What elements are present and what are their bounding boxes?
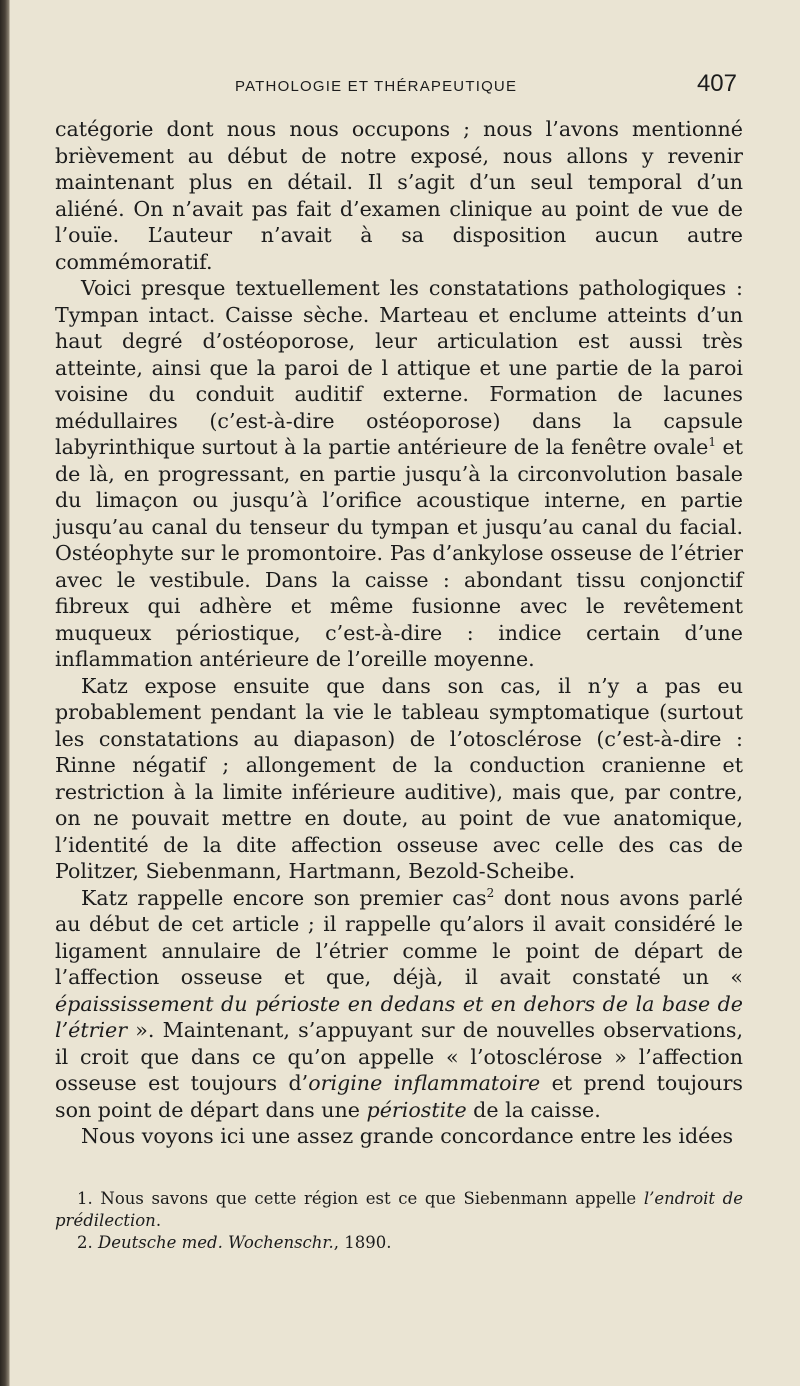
footnote-1 — [55, 1188, 743, 1232]
paragraph-4-emphasis-2: origine inflammatoire — [308, 1071, 541, 1095]
book-binding-edge — [0, 0, 10, 1386]
paragraph-2-part-a: Voici presque textuellement les constatations pathologiques : Tympan intact. Caisse sèche. Marteau et enclume atteints d’un haut degré d’ostéoporose, leur articulation est aussi très atteinte, ainsi que la paroi de l attique et une partie de la paroi voisine du conduit auditif externe. Formation de lacunes médullaires (c’est-à-dire ostéoporose) dans la capsule labyrinthique surtout à la partie antérieure de la fenêtre ovale — [55, 276, 743, 459]
footnote-2-journal: Deutsche med. Wochenschr. — [92, 1232, 334, 1252]
footnote-1-number: 1. — [77, 1188, 93, 1208]
paragraph-5: Nous voyons ici une assez grande concordance entre les idées — [81, 1124, 734, 1148]
paragraph-2 — [55, 275, 743, 673]
paragraph-3: Katz expose ensuite que dans son cas, il n’y a pas eu probablement pendant la vie le tableau symptomatique (surtout les constatations au diapason) de l’otosclérose (c’est-à-dire : Rinne négatif ; allongement de la conduction cranienne et restriction à la limite inférieure auditive), mais que, par contre, on ne pouvait mettre en doute, au point de vue anatomique, l’identité de la dite affection osseuse avec celle des cas de Politzer, Siebenmann, Hartmann, Bezold-Scheibe. — [55, 673, 743, 883]
footnote-1-text: Nous savons que cette région est ce que Siebenmann appelle — [92, 1188, 644, 1208]
paragraph-2-part-b: et de là, en progressant, en partie jusqu’à la circonvolution basale du limaçon ou jusqu’à l’orifice acoustique interne, en partie jusqu’au canal du tenseur du tympan et jusqu’au canal du facial. Ostéophyte sur le promontoire. Pas d’ankylose osseuse de l’étrier avec le vestibule. Dans la caisse : abondant tissu conjonctif fibreux qui adhère et même fusionne avec le revêtement muqueux périostique, c’est-à-dire : indice certain d’une inflammation antérieure de l’oreille moyenne. — [55, 435, 743, 671]
body-text — [55, 116, 743, 1150]
footnote-1-emphasis: l’endroit de prédilection — [55, 1188, 743, 1230]
footnote-2-text: , 1890. — [333, 1232, 392, 1252]
footnote-2-number: 2. — [77, 1232, 93, 1252]
paragraph-4-part-e: de la caisse. — [466, 1097, 601, 1122]
paragraph-4-emphasis-3: périostite — [366, 1097, 467, 1122]
book-page — [55, 58, 743, 1254]
paragraph-4 — [55, 885, 743, 1124]
paragraph-4-part-b: dont nous avons parlé au début de cet article ; il rappelle qu’alors il avait considéré le ligament annulaire de l’étrier comme le point de départ de l’affection osseuse et que, déjà, il avait constaté un « — [55, 885, 743, 989]
paragraph-4-part-a: Katz rappelle encore son premier cas — [81, 885, 487, 910]
running-header — [55, 58, 743, 98]
paragraph-4-emphasis-1: épaississement du périoste en dedans et en dehors de la base de l’étrier — [55, 991, 743, 1042]
paragraph-4-part-d: et prend toujours son point de départ dans une — [55, 1071, 743, 1122]
footnote-ref-1: 1 — [708, 435, 716, 450]
running-title: PATHOLOGIE ET THÉRAPEUTIQUE — [235, 78, 518, 95]
footnote-1-end: . — [155, 1210, 162, 1230]
page-number: 407 — [696, 70, 737, 97]
paragraph-4-part-c: ». Maintenant, s’appuyant sur de nouvelles observations, il croit que dans ce qu’on appelle « l’otosclérose » l’affection osseuse est toujours d’ — [55, 1018, 743, 1095]
paragraph-1: catégorie dont nous nous occupons ; nous l’avons mentionné brièvement au début de notre exposé, nous allons y revenir maintenant plus en détail. Il s’agit d’un seul temporal d’un aliéné. On n’avait pas fait d’examen clinique au point de vue de l’ouïe. L’auteur n’avait à sa disposition aucun autre commémoratif. — [55, 117, 743, 274]
footnote-2 — [55, 1232, 743, 1254]
footnotes — [55, 1188, 743, 1254]
footnote-ref-2: 2 — [486, 885, 495, 900]
